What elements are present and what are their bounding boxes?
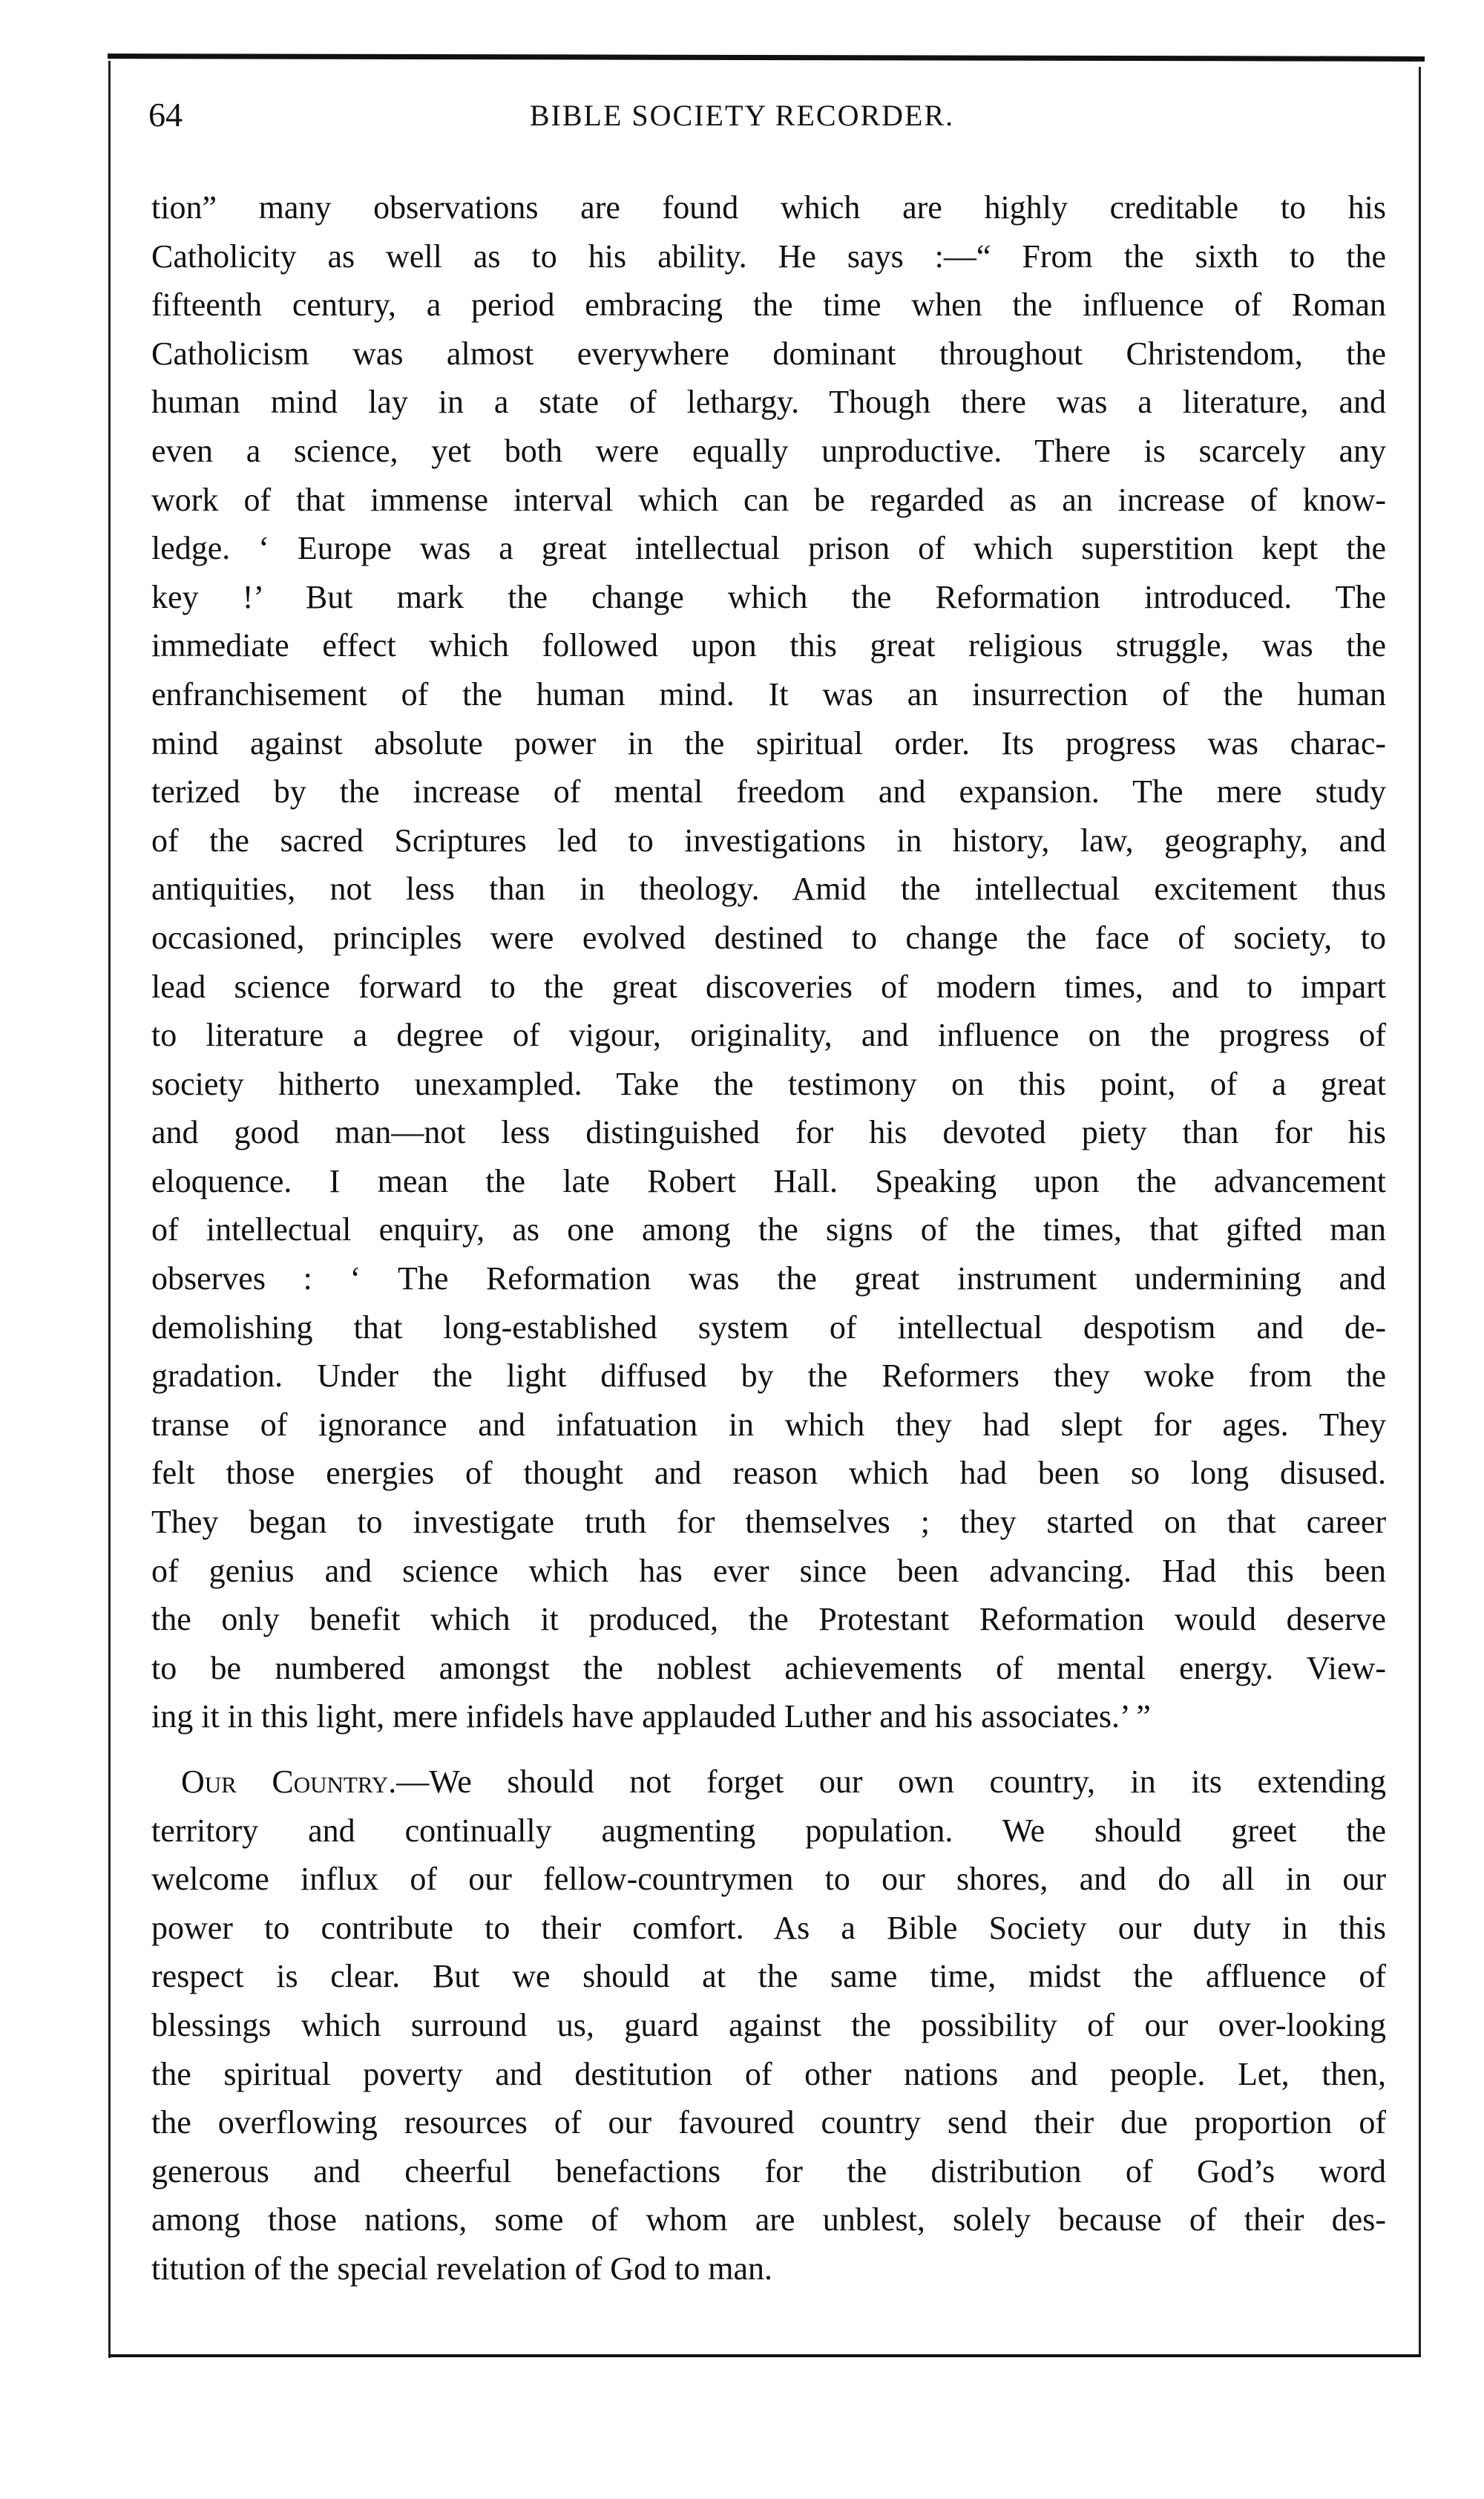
text-line: lead science forward to the great discoveries of modern times, and to impart xyxy=(151,968,1386,1005)
text-line: titution of the special revelation of God to man. xyxy=(151,2250,773,2287)
text-line: antiquities, not less than in theology. Amid the intellectual excitement thus xyxy=(151,871,1386,908)
text-line: ledge. ‘ Europe was a great intellectual prison of which superstition kept the xyxy=(151,530,1386,567)
text-line: felt those energies of thought and reason which had been so long disused. xyxy=(151,1455,1386,1492)
text-line: power to contribute to their comfort. As a Bible Society our duty in this xyxy=(151,1909,1386,1946)
page-number: 64 xyxy=(148,96,183,134)
text-line: to literature a degree of vigour, originality, and influence on the progress of xyxy=(151,1017,1386,1054)
text-line: the spiritual poverty and destitution of other nations and people. Let, then, xyxy=(151,2055,1386,2092)
left-border xyxy=(108,61,111,2358)
text-line: the only benefit which it produced, the Protestant Reformation would deserve xyxy=(151,1601,1386,1638)
paragraph-our-country xyxy=(151,1758,1386,2293)
text-line: of the sacred Scriptures led to investigations in history, law, geography, and xyxy=(151,822,1386,859)
text-line: of intellectual enquiry, as one among the signs of the times, that gifted man xyxy=(151,1211,1386,1248)
text-line: tion” many observations are found which are highly creditable to his xyxy=(151,189,1386,226)
running-title: BIBLE SOCIETY RECORDER. xyxy=(529,99,955,132)
text-line: eloquence. I mean the late Robert Hall. Speaking upon the advancement xyxy=(151,1162,1386,1199)
page-body xyxy=(151,183,1386,2310)
text-line: even a science, yet both were equally unproductive. There is scarcely any xyxy=(151,432,1386,469)
text-line: fifteenth century, a period embracing the time when the influence of Roman xyxy=(151,286,1386,324)
text-line: Catholicism was almost everywhere dominant throughout Christendom, the xyxy=(151,335,1386,372)
text-line: enfranchisement of the human mind. It was an insurrection of the human xyxy=(151,675,1386,713)
text-line: They began to investigate truth for themselves ; they started on that career xyxy=(151,1504,1386,1541)
text-line: respect is clear. But we should at the same time, midst the affluence of xyxy=(151,1958,1386,1995)
text-line: to be numbered amongst the noblest achievements of mental energy. View- xyxy=(151,1649,1386,1686)
text-line: gradation. Under the light diffused by the Reformers they woke from the xyxy=(151,1357,1386,1395)
line-text: —We should not forget our own country, in its extending xyxy=(396,1763,1387,1800)
text-line xyxy=(151,1758,1386,1807)
text-line: work of that immense interval which can be regarded as an increase of know- xyxy=(151,481,1386,518)
top-rule xyxy=(108,53,1425,62)
text-line: society hitherto unexampled. Take the testimony on this point, of a great xyxy=(151,1065,1386,1102)
text-line: human mind lay in a state of lethargy. Though there was a literature, and xyxy=(151,384,1386,421)
text-line: territory and continually augmenting population. We should greet the xyxy=(151,1812,1386,1849)
text-line: transe of ignorance and infatuation in which they had slept for ages. They xyxy=(151,1406,1386,1443)
text-line: immediate effect which followed upon this great religious struggle, was the xyxy=(151,627,1386,664)
text-line: welcome influx of our fellow-countrymen to our shores, and do all in our xyxy=(151,1861,1386,1898)
text-line: ing it in this light, mere infidels have applauded Luther and his associates.’ ” xyxy=(151,1698,1151,1735)
text-line: generous and cheerful benefactions for the distribution of God’s word xyxy=(151,2152,1386,2190)
paragraph-reformation xyxy=(151,183,1386,1741)
text-line: among those nations, some of whom are unblest, solely because of their des- xyxy=(151,2201,1386,2238)
text-line: terized by the increase of mental freedom and expansion. The mere study xyxy=(151,773,1386,810)
text-line: demolishing that long-established system of intellectual despotism and de- xyxy=(151,1309,1386,1346)
text-line: and good man—not less distinguished for his devoted piety than for his xyxy=(151,1114,1386,1151)
text-line: key !’ But mark the change which the Reformation introduced. The xyxy=(151,578,1386,615)
text-line: the overflowing resources of our favoured country send their due proportion of xyxy=(151,2104,1386,2141)
text-line: occasioned, principles were evolved destined to change the face of society, to xyxy=(151,919,1386,956)
text-line: mind against absolute power in the spiritual order. Its progress was charac- xyxy=(151,724,1386,762)
bottom-rule xyxy=(108,2354,1421,2357)
text-line: Catholicity as well as to his ability. He says :—“ From the sixth to the xyxy=(151,238,1386,275)
text-line: blessings which surround us, guard against the possibility of our over-looking xyxy=(151,2006,1386,2043)
text-line: of genius and science which has ever since been advancing. Had this been xyxy=(151,1552,1386,1589)
right-border xyxy=(1419,67,1421,2356)
text-line: observes : ‘ The Reformation was the great instrument undermining and xyxy=(151,1260,1386,1297)
section-heading: Our Country. xyxy=(181,1763,397,1800)
